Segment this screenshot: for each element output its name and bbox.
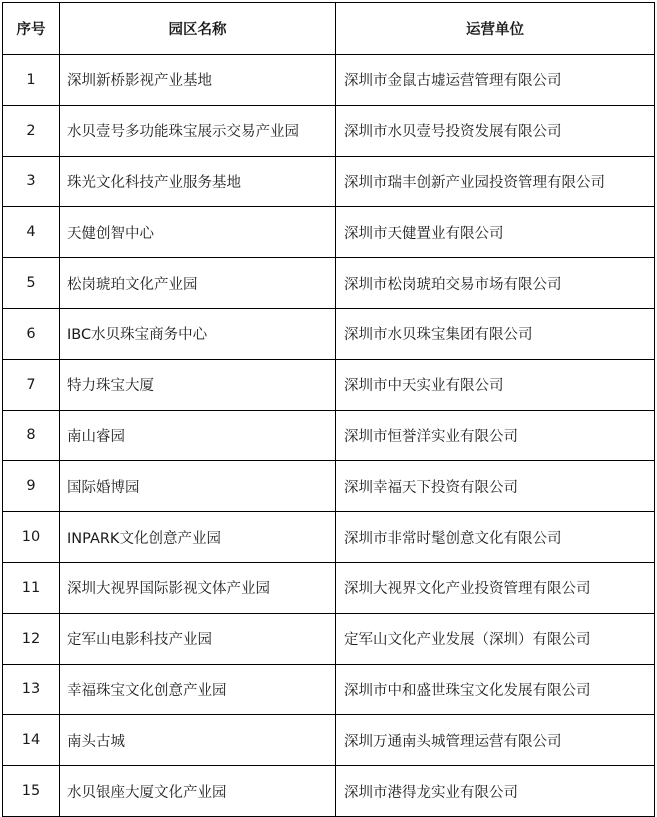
row-num-cell: 11 [3, 562, 60, 613]
operator-cell: 深圳幸福天下投资有限公司 [336, 461, 655, 512]
row-num-cell: 10 [3, 512, 60, 563]
table-row [3, 55, 655, 106]
table-row [3, 410, 655, 461]
park-name-cell: 水贝壹号多功能珠宝展示交易产业园 [60, 105, 336, 156]
operator-cell: 定军山文化产业发展（深圳）有限公司 [336, 613, 655, 664]
operator-cell: 深圳市中和盛世珠宝文化发展有限公司 [336, 664, 655, 715]
table-row [3, 715, 655, 766]
park-name-cell: 南山睿园 [60, 410, 336, 461]
table-row [3, 105, 655, 156]
operator-cell: 深圳市金鼠古墟运营管理有限公司 [336, 55, 655, 106]
row-num-cell: 6 [3, 308, 60, 359]
row-num-cell: 5 [3, 258, 60, 309]
table-row [3, 613, 655, 664]
table-row [3, 766, 655, 817]
row-num-cell: 13 [3, 664, 60, 715]
row-num-cell: 1 [3, 55, 60, 106]
table-row [3, 156, 655, 207]
header-num: 序号 [3, 3, 60, 55]
park-name-cell: IBC水贝珠宝商务中心 [60, 308, 336, 359]
row-num-cell: 12 [3, 613, 60, 664]
header-operator: 运营单位 [336, 3, 655, 55]
operator-cell: 深圳市松岗琥珀交易市场有限公司 [336, 258, 655, 309]
park-name-cell: 天健创智中心 [60, 207, 336, 258]
table-row [3, 308, 655, 359]
operator-cell: 深圳大视界文化产业投资管理有限公司 [336, 562, 655, 613]
row-num-cell: 2 [3, 105, 60, 156]
table-row [3, 664, 655, 715]
row-num-cell: 15 [3, 766, 60, 817]
park-name-cell: 深圳新桥影视产业基地 [60, 55, 336, 106]
park-table [2, 2, 655, 817]
operator-cell: 深圳市瑞丰创新产业园投资管理有限公司 [336, 156, 655, 207]
park-name-cell: 松岗琥珀文化产业园 [60, 258, 336, 309]
row-num-cell: 8 [3, 410, 60, 461]
header-park-name: 园区名称 [60, 3, 336, 55]
table-row [3, 562, 655, 613]
park-name-cell: 幸福珠宝文化创意产业园 [60, 664, 336, 715]
table-row [3, 258, 655, 309]
row-num-cell: 9 [3, 461, 60, 512]
park-name-cell: 国际婚博园 [60, 461, 336, 512]
row-num-cell: 14 [3, 715, 60, 766]
table-row [3, 207, 655, 258]
operator-cell: 深圳市水贝珠宝集团有限公司 [336, 308, 655, 359]
operator-cell: 深圳市中天实业有限公司 [336, 359, 655, 410]
row-num-cell: 4 [3, 207, 60, 258]
operator-cell: 深圳市港得龙实业有限公司 [336, 766, 655, 817]
table-row [3, 461, 655, 512]
park-name-cell: 水贝银座大厦文化产业园 [60, 766, 336, 817]
row-num-cell: 3 [3, 156, 60, 207]
park-name-cell: 珠光文化科技产业服务基地 [60, 156, 336, 207]
operator-cell: 深圳万通南头城管理运营有限公司 [336, 715, 655, 766]
operator-cell: 深圳市水贝壹号投资发展有限公司 [336, 105, 655, 156]
park-name-cell: 定军山电影科技产业园 [60, 613, 336, 664]
operator-cell: 深圳市恒誉洋实业有限公司 [336, 410, 655, 461]
park-name-cell: 特力珠宝大厦 [60, 359, 336, 410]
table-body [3, 55, 655, 817]
table-header-row [3, 3, 655, 55]
table-row [3, 359, 655, 410]
row-num-cell: 7 [3, 359, 60, 410]
table-row [3, 512, 655, 563]
park-name-cell: INPARK文化创意产业园 [60, 512, 336, 563]
park-name-cell: 深圳大视界国际影视文体产业园 [60, 562, 336, 613]
operator-cell: 深圳市非常时髦创意文化有限公司 [336, 512, 655, 563]
park-name-cell: 南头古城 [60, 715, 336, 766]
operator-cell: 深圳市天健置业有限公司 [336, 207, 655, 258]
